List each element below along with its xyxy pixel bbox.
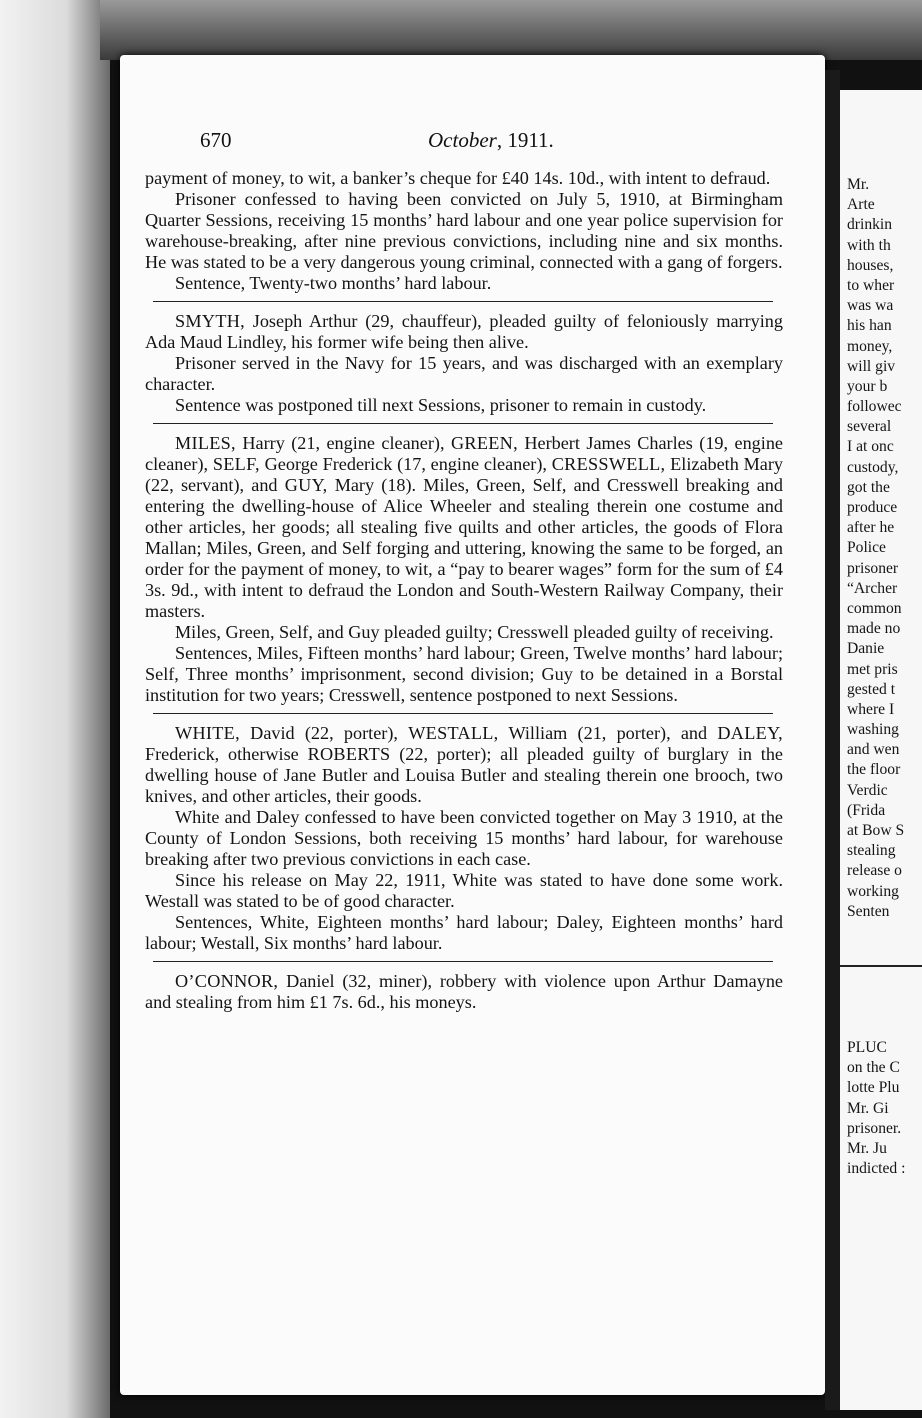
- facing-page-line: Mr. Ju: [847, 1139, 887, 1157]
- defendant-name: WESTALL,: [408, 723, 499, 743]
- defendant-name: ROBERTS: [307, 744, 391, 764]
- facing-page-line: I at onc: [847, 438, 894, 456]
- case-paragraph: Since his release on May 22, 1911, White was stated to have done some work. Westall was stated to be of good character.: [145, 870, 783, 911]
- case-entry: [145, 311, 783, 416]
- scan-margin-left: [0, 0, 110, 1418]
- case-charge: David (22, porter),: [239, 723, 409, 743]
- case-entry: [145, 433, 783, 706]
- facing-page-line: at Bow S: [847, 822, 905, 839]
- defendant-name: GUY,: [284, 475, 328, 495]
- case-paragraph: Prisoner served in the Navy for 15 years, and was discharged with an exemplary character.: [145, 353, 783, 394]
- facing-page-line: followec: [847, 398, 902, 416]
- facing-page-line: gested t: [847, 680, 896, 698]
- case-charge: Elizabeth Mary (22, servant), and: [145, 454, 783, 495]
- running-head-year: , 1911.: [496, 128, 554, 152]
- facing-page-line: PLUC: [847, 1039, 887, 1056]
- facing-page-line: will giv: [847, 357, 896, 375]
- facing-page-line: got the: [847, 478, 890, 496]
- facing-page-line: washing: [847, 721, 899, 739]
- case-sentence: Sentences, White, Eighteen months’ hard labour; Daley, Eighteen months’ hard labour; Westall, Six months’ hard labour.: [145, 912, 783, 953]
- facing-page-line: your b: [847, 377, 888, 395]
- facing-page-line: prisoner: [847, 559, 899, 577]
- case-heading: [145, 433, 783, 622]
- facing-page-line: “Archer: [847, 579, 898, 597]
- facing-page-column-top: [847, 175, 922, 922]
- facing-page-fragment: [840, 90, 922, 1410]
- facing-page-line: Mr.: [847, 176, 870, 193]
- case-charge: George Frederick (17, engine cleaner),: [259, 454, 552, 474]
- case-entry: [145, 168, 783, 294]
- defendant-name: SELF,: [212, 454, 260, 474]
- facing-page-line: and wen: [847, 741, 900, 759]
- case-entry: [145, 971, 783, 1013]
- facing-page-line: was wa: [847, 297, 894, 315]
- scan-margin-top: [100, 0, 922, 60]
- facing-page-line: working: [847, 882, 899, 900]
- case-paragraph: Miles, Green, Self, and Guy pleaded guilty; Cresswell pleaded guilty of receiving.: [175, 622, 774, 642]
- facing-page-rule: [840, 965, 922, 967]
- defendant-name: O’CONNOR,: [175, 971, 279, 991]
- facing-page-line: met pris: [847, 660, 898, 678]
- facing-page-line: custody,: [847, 458, 899, 476]
- book-gutter: [825, 70, 840, 1410]
- facing-page-line: Senten: [847, 902, 890, 920]
- case-paragraph: payment of money, to wit, a banker’s cheque for £40 14s. 10d., with intent to defraud.: [145, 168, 771, 188]
- facing-page-line: common: [847, 599, 902, 617]
- facing-page-line: Arte: [847, 196, 875, 214]
- facing-page-line: release o: [847, 862, 902, 880]
- facing-page-line: made no: [847, 620, 901, 638]
- case-sentence: Sentence, Twenty-two months’ hard labour.: [175, 273, 492, 293]
- facing-page-line: his han: [847, 317, 892, 335]
- defendant-name: MILES,: [175, 433, 236, 453]
- facing-page-line: houses,: [847, 256, 894, 274]
- case-charge: Herbert James Charles (19, engine cleaner),: [145, 433, 783, 474]
- facing-page-line: drinkin: [847, 216, 893, 234]
- case-charge: (22, porter); all pleaded guilty of burglary in the dwelling house of Jane Butler and Louisa Butler and stealing therein one brooch, two knives, and other articles, their goods.: [145, 744, 783, 806]
- defendant-name: CRESSWELL,: [551, 454, 666, 474]
- page-header: [200, 128, 780, 156]
- case-sentence: Sentences, Miles, Fifteen months’ hard labour; Green, Twelve months’ hard labour; Self, Three months’ imprisonment, second division; Guy to be detained in a Borstal institution for two years; Cresswell, sentence postponed to next Sessions.: [145, 643, 783, 705]
- facing-page-line: after he: [847, 519, 895, 537]
- case-sentence: Sentence was postponed till next Sessions, prisoner to remain in custody.: [175, 395, 707, 415]
- facing-page-column-bottom: [847, 1038, 922, 1179]
- case-entry: [145, 723, 783, 954]
- defendant-name: SMYTH,: [175, 311, 246, 331]
- page-body: [145, 168, 783, 1013]
- facing-page-line: with th: [847, 236, 891, 254]
- defendant-name: GREEN,: [450, 433, 518, 453]
- running-head-month: October: [428, 128, 497, 152]
- facing-page-line: prisoner.: [847, 1119, 902, 1137]
- case-divider: [153, 713, 773, 714]
- facing-page-line: several: [847, 418, 892, 436]
- facing-page-line: produce: [847, 499, 898, 516]
- case-divider: [153, 301, 773, 302]
- facing-page-line: where I: [847, 700, 895, 718]
- case-charge: Frederick, otherwise: [145, 744, 308, 764]
- running-head: [428, 128, 554, 153]
- facing-page-line: the floor: [847, 761, 901, 779]
- case-paragraph: Prisoner confessed to having been convicted on July 5, 1910, at Birmingham Quarter Sessions, receiving 15 months’ hard labour and one year police supervision for warehouse-breaking, after nine previous convictions, including nine and six months. He was stated to be a very dangerous young criminal, connected with a gang of forgers.: [145, 189, 783, 272]
- case-charge: Daniel (32, miner), robbery with violence upon Arthur Damayne and stealing from him £1 7s. 6d., his moneys.: [145, 971, 783, 1012]
- case-charge: Mary (18). Miles, Green, Self, and Cresswell breaking and entering the dwelling-house of Alice Wheeler and stealing therein one costume and other articles, her goods; all stealing five quilts and other articles, the goods of Flora Mallan; Miles, Green, and Self forging and uttering, knowing the same to be forged, an order for the payment of money, to wit, a “pay to bearer wages” form for the sum of £4 3s. 9d., with intent to defraud the London and South-Western Railway Company, their masters.: [145, 475, 783, 621]
- case-divider: [153, 961, 773, 962]
- facing-page-line: money,: [847, 337, 893, 355]
- facing-page-line: (Frida: [847, 801, 886, 819]
- facing-page-line: to wher: [847, 276, 895, 294]
- facing-page-line: Danie: [847, 640, 885, 658]
- case-charge: Joseph Arthur (29, chauffeur), pleaded guilty of feloniously marrying Ada Maud Lindley, his former wife being then alive.: [145, 311, 783, 352]
- defendant-name: WHITE,: [175, 723, 240, 743]
- case-charge: William (21, porter), and: [498, 723, 718, 743]
- facing-page-line: Verdic: [847, 781, 888, 799]
- facing-page-line: Mr. Gi: [847, 1099, 889, 1117]
- facing-page-line: stealing: [847, 842, 896, 860]
- defendant-name: DALEY,: [717, 723, 783, 743]
- case-heading: [145, 723, 783, 807]
- facing-page-line: on the C: [847, 1059, 900, 1077]
- facing-page-line: indicted :: [847, 1160, 906, 1178]
- case-paragraph: White and Daley confessed to have been convicted together on May 3 1910, at the County of London Sessions, both receiving 15 months’ hard labour, for warehouse breaking after two previous convictions in each case.: [145, 807, 783, 869]
- facing-page-line: lotte Plu: [847, 1079, 900, 1097]
- case-heading: [145, 971, 783, 1013]
- facing-page-line: Police: [847, 539, 886, 557]
- case-heading: [145, 311, 783, 353]
- case-divider: [153, 423, 773, 424]
- case-charge: Harry (21, engine cleaner),: [235, 433, 451, 453]
- page-number: 670: [200, 128, 232, 152]
